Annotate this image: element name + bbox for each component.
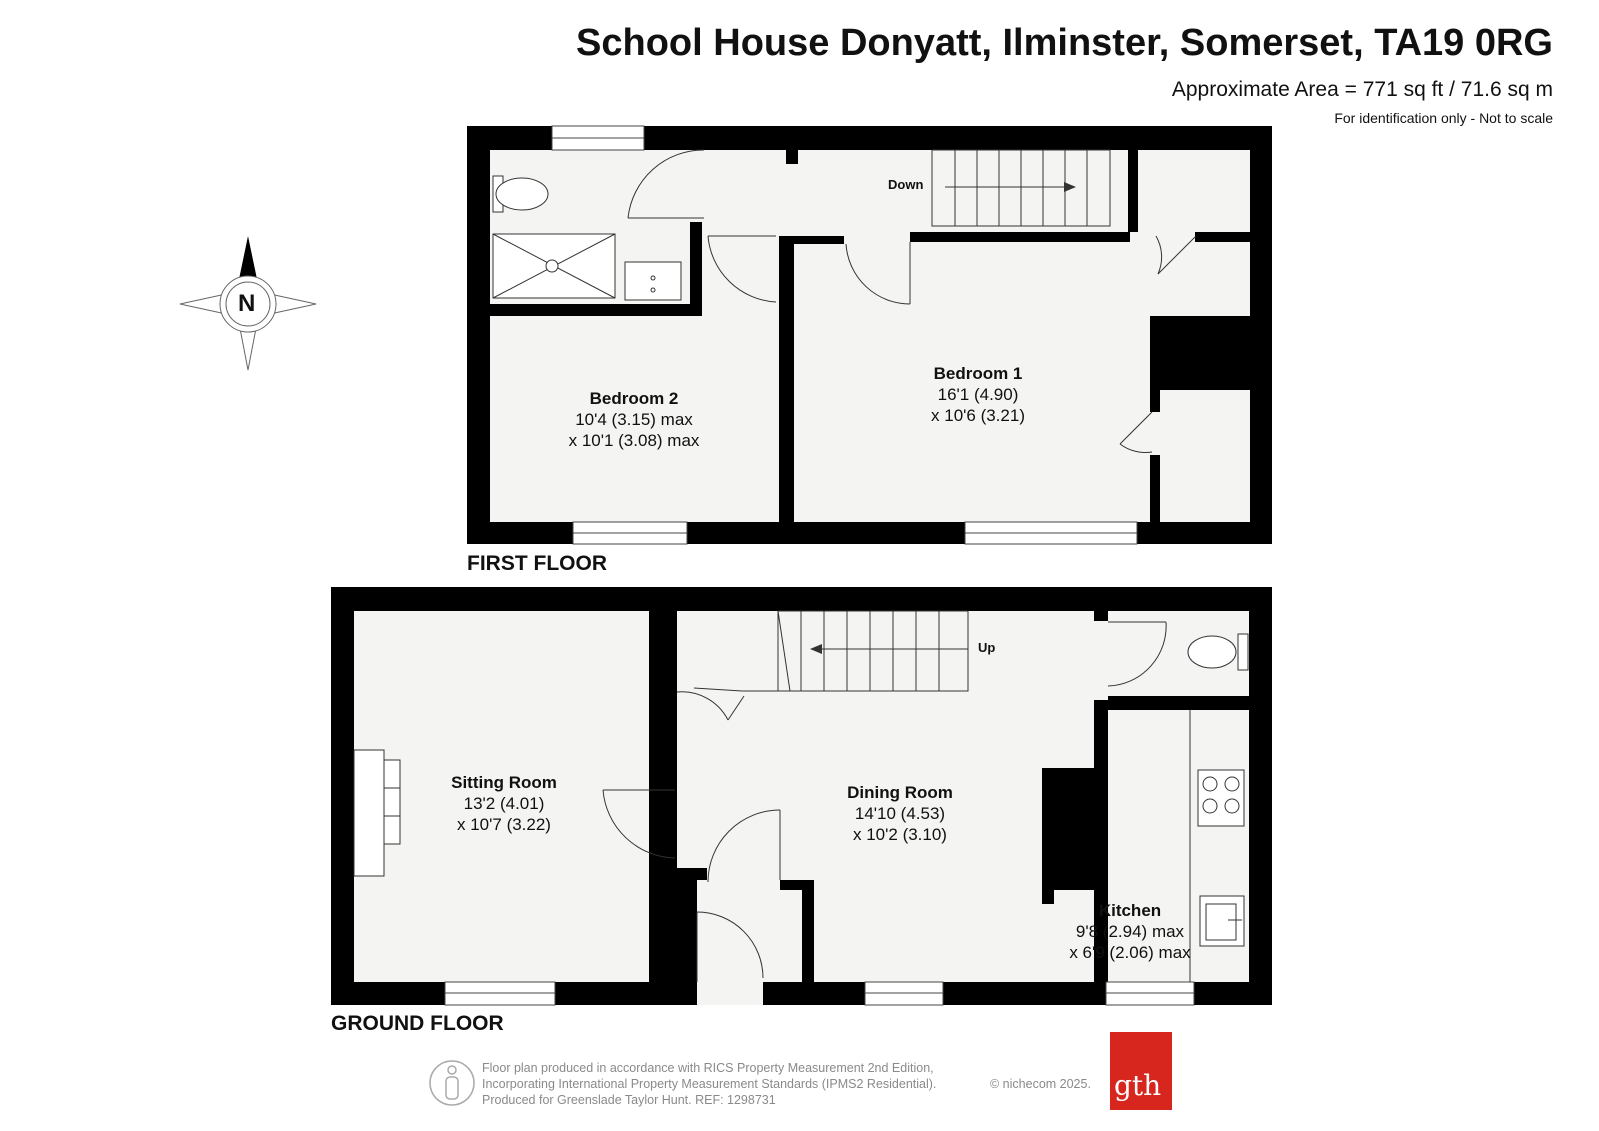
footer-line: Floor plan produced in accordance with RICS Property Measurement 2nd Edition, <box>482 1061 934 1075</box>
stair-down-label: Down <box>888 177 924 192</box>
person-icon <box>430 1061 474 1105</box>
room-name: Dining Room <box>847 783 953 802</box>
room-name: Kitchen <box>1098 901 1162 920</box>
approximate-area: Approximate Area = 771 sq ft / 71.6 sq m <box>1171 78 1553 101</box>
compass-north-label: N <box>238 290 256 317</box>
room-dining-room <box>847 782 953 845</box>
room-dimension: x 10'7 (3.22) <box>457 815 551 834</box>
gth-logo <box>1110 1032 1172 1110</box>
identification-note: For identification only - Not to scale <box>1334 110 1553 126</box>
room-name: Sitting Room <box>451 773 557 792</box>
room-dimension: x 10'2 (3.10) <box>853 825 947 844</box>
room-name: Bedroom 1 <box>933 364 1023 383</box>
first-floor-label: FIRST FLOOR <box>467 552 607 575</box>
room-name: Bedroom 2 <box>589 389 679 408</box>
room-dimension: x 6'9 (2.06) max <box>1069 943 1191 962</box>
logo-text: gth <box>1114 1069 1162 1102</box>
room-dimension: 10'4 (3.15) max <box>575 410 693 429</box>
property-address-title: School House Donyatt, Ilminster, Somerset, TA19 0RG <box>576 22 1553 64</box>
footer-line: Produced for Greenslade Taylor Hunt. REF: 1298731 <box>482 1093 776 1107</box>
room-bedroom-1 <box>931 363 1025 426</box>
room-dimension: 13'2 (4.01) <box>463 794 545 813</box>
first-floor-plan <box>467 126 1272 544</box>
room-dimension: 14'10 (4.53) <box>854 804 946 823</box>
room-dimension: 9'8 (2.94) max <box>1075 922 1185 941</box>
ground-floor-label: GROUND FLOOR <box>331 1012 504 1035</box>
room-dimension: x 10'1 (3.08) max <box>568 431 700 450</box>
room-sitting-room <box>451 772 557 835</box>
footer-disclaimer <box>482 1060 936 1108</box>
copyright-notice: © nichecom 2025. <box>990 1077 1091 1091</box>
footer-line: Incorporating International Property Measurement Standards (IPMS2 Residential). <box>482 1077 937 1091</box>
stair-up-label: Up <box>978 640 996 655</box>
room-dimension: x 10'6 (3.21) <box>931 406 1025 425</box>
room-bedroom-2 <box>569 388 700 451</box>
room-dimension: 16'1 (4.90) <box>937 385 1019 404</box>
room-kitchen <box>1069 900 1190 963</box>
